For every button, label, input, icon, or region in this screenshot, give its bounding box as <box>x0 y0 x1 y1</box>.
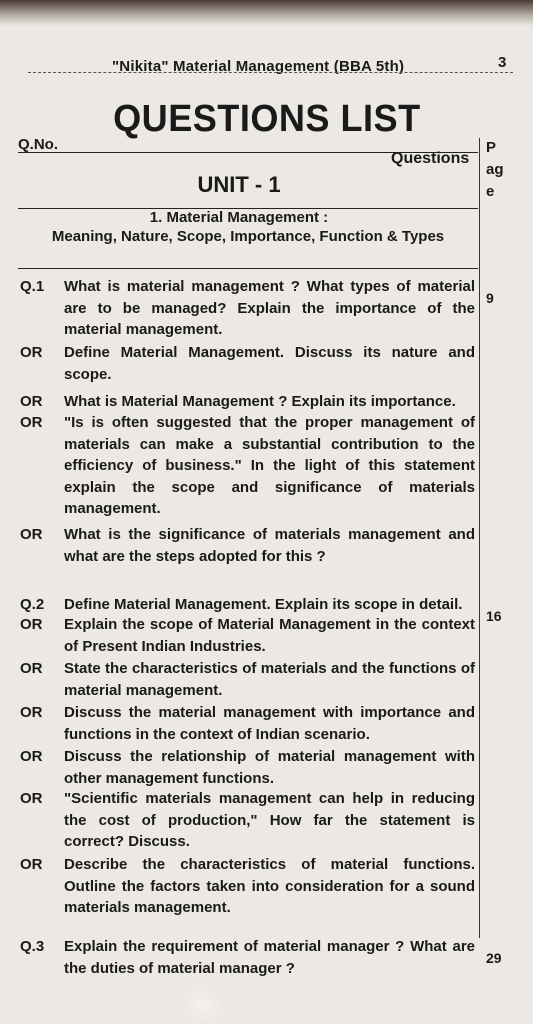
qno-column-header: Q.No. <box>18 136 58 153</box>
question-entry <box>20 854 475 919</box>
question-entry <box>20 658 475 701</box>
page-column-label: Page <box>486 139 504 200</box>
question-entry <box>20 936 475 979</box>
question-entry <box>20 412 475 520</box>
question-label: Q.2 <box>20 596 45 613</box>
question-label: OR <box>20 344 43 361</box>
question-text: Define Material Management. Explain its scope in detail. <box>64 596 463 613</box>
question-entry <box>20 391 475 413</box>
topic-subtitle: Meaning, Nature, Scope, Importance, Function & Types <box>51 228 445 245</box>
header-divider <box>28 72 513 73</box>
question-page-number: 9 <box>486 290 494 306</box>
question-label: OR <box>20 393 43 410</box>
question-entry <box>20 614 475 657</box>
question-entry <box>20 746 475 789</box>
question-text: Explain the requirement of material manager ? What are the duties of material manager ? <box>64 938 475 977</box>
question-entry <box>20 276 475 341</box>
question-text: "Scientific materials management can help in reducing the cost of production," How far the statement is correct? Discuss. <box>64 790 475 850</box>
question-text: Describe the characteristics of material functions. Outline the factors taken into consideration for a sound materials management. <box>64 856 475 916</box>
questions-column-header: Questions <box>391 150 470 167</box>
unit-heading: UNIT - 1 <box>197 172 281 197</box>
question-label: OR <box>20 660 43 677</box>
question-page-number: 16 <box>486 608 502 624</box>
question-label: OR <box>20 704 43 721</box>
question-label: OR <box>20 616 43 633</box>
question-text: "Is is often suggested that the proper management of materials can make a substantial contribution to the efficiency of business." In the light of this statement explain the scope and significance of materials management. <box>64 414 475 517</box>
page-title: QUESTIONS LIST <box>112 98 421 140</box>
question-entry <box>20 788 475 853</box>
question-label: Q.3 <box>20 938 45 955</box>
question-text: State the characteristics of materials and the functions of material management. <box>64 660 475 699</box>
question-label: Q.1 <box>20 278 45 295</box>
question-text: Discuss the relationship of material management with other management functions. <box>64 748 475 787</box>
question-label: OR <box>20 526 43 543</box>
page-top-shadow <box>0 0 533 26</box>
question-label: OR <box>20 856 43 873</box>
question-text: Define Material Management. Discuss its nature and scope. <box>64 344 475 383</box>
question-text: What is material management ? What types of material are to be managed? Explain the importance of the material management. <box>64 278 475 338</box>
question-text: Discuss the material management with importance and functions in the context of Indian scenario. <box>64 704 475 743</box>
page-number: 3 <box>498 54 507 71</box>
running-header: "Nikita" Material Management (BBA 5th) <box>112 58 405 75</box>
topic-title: 1. Material Management : <box>149 209 329 226</box>
topic-rule <box>18 268 478 269</box>
question-entry <box>20 524 475 567</box>
question-text: What is Material Management ? Explain its importance. <box>64 393 456 410</box>
page-column-divider <box>479 138 480 938</box>
question-text: What is the significance of materials management and what are the steps adopted for this ? <box>64 526 475 565</box>
question-label: OR <box>20 748 43 765</box>
question-text: Explain the scope of Material Management in the context of Present Indian Industries. <box>64 616 475 655</box>
question-entry <box>20 342 475 385</box>
page-column-header <box>486 137 516 203</box>
question-entry <box>20 702 475 745</box>
question-label: OR <box>20 790 43 807</box>
question-label: OR <box>20 414 43 431</box>
question-entry <box>20 594 475 616</box>
question-page-number: 29 <box>486 950 502 966</box>
paper-smudge <box>182 986 222 1024</box>
